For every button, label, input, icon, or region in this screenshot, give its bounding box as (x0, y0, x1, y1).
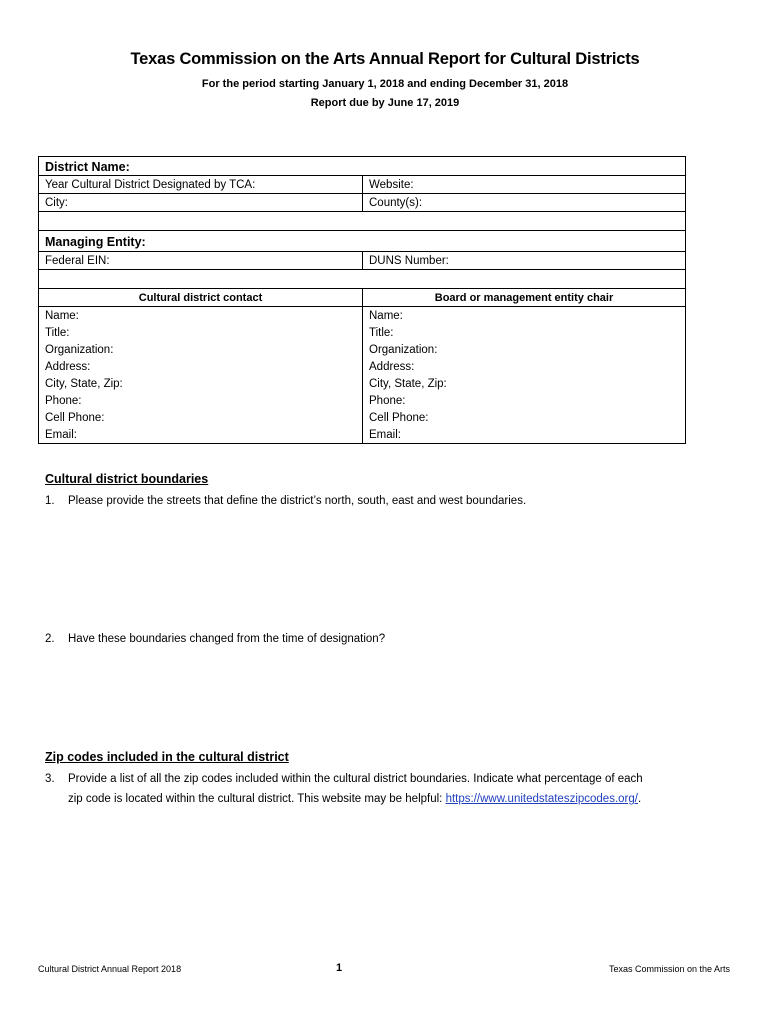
question-number: 2. (45, 633, 55, 645)
chair-address-field[interactable]: Address: (363, 358, 686, 375)
reporting-period: For the period starting January 1, 2018 and ending December 31, 2018 (201, 78, 569, 90)
question-text: Please provide the streets that define the district’s north, south, east and west boundaries. (68, 495, 527, 507)
federal-ein-field[interactable]: Federal EIN: (39, 252, 363, 270)
chair-city-state-zip-field[interactable]: City, State, Zip: (363, 375, 686, 392)
year-designated-field[interactable]: Year Cultural District Designated by TCA: (39, 176, 363, 194)
district-name-field[interactable]: District Name: (39, 157, 686, 176)
city-field[interactable]: City: (39, 194, 363, 212)
chair-organization-field[interactable]: Organization: (363, 341, 686, 358)
question-number: 1. (45, 495, 55, 507)
question-text-line-1: Provide a list of all the zip codes included within the cultural district boundaries. Indicate what percentage of each (68, 773, 643, 785)
contact-city-state-zip-field[interactable]: City, State, Zip: (39, 375, 363, 392)
managing-entity-field[interactable]: Managing Entity: (39, 231, 686, 252)
contact-column-header: Cultural district contact (39, 289, 363, 307)
question-text-line-2: zip code is located within the cultural district. This website may be helpful: (68, 793, 446, 805)
website-field[interactable]: Website: (363, 176, 686, 194)
contact-name-field[interactable]: Name: (39, 307, 363, 325)
page-number: 1 (336, 962, 343, 974)
spacer-row (39, 212, 686, 231)
contact-organization-field[interactable]: Organization: (39, 341, 363, 358)
contact-email-field[interactable]: Email: (39, 426, 363, 444)
chair-cell-phone-field[interactable]: Cell Phone: (363, 409, 686, 426)
contact-title-field[interactable]: Title: (39, 324, 363, 341)
duns-number-field[interactable]: DUNS Number: (363, 252, 686, 270)
chair-title-field[interactable]: Title: (363, 324, 686, 341)
contact-address-field[interactable]: Address: (39, 358, 363, 375)
report-due-date: Report due by June 17, 2019 (310, 97, 460, 109)
chair-name-field[interactable]: Name: (363, 307, 686, 325)
question-number: 3. (45, 773, 55, 785)
chair-email-field[interactable]: Email: (363, 426, 686, 444)
footer-left: Cultural District Annual Report 2018 (38, 964, 182, 974)
chair-phone-field[interactable]: Phone: (363, 392, 686, 409)
chair-column-header: Board or management entity chair (363, 289, 686, 307)
contact-cell-phone-field[interactable]: Cell Phone: (39, 409, 363, 426)
boundaries-heading: Cultural district boundaries (45, 472, 209, 486)
district-info-table (38, 156, 686, 444)
zip-codes-heading: Zip codes included in the cultural district (45, 750, 289, 764)
spacer-row (39, 270, 686, 289)
question-text (68, 769, 728, 809)
footer-right: Texas Commission on the Arts (608, 964, 730, 974)
zip-codes-website-link[interactable]: https://www.unitedstateszipcodes.org/ (445, 793, 638, 805)
question-text: Have these boundaries changed from the time of designation? (68, 633, 386, 645)
contact-phone-field[interactable]: Phone: (39, 392, 363, 409)
page-title: Texas Commission on the Arts Annual Report for Cultural Districts (130, 50, 640, 68)
period: . (637, 793, 642, 805)
counties-field[interactable]: County(s): (363, 194, 686, 212)
